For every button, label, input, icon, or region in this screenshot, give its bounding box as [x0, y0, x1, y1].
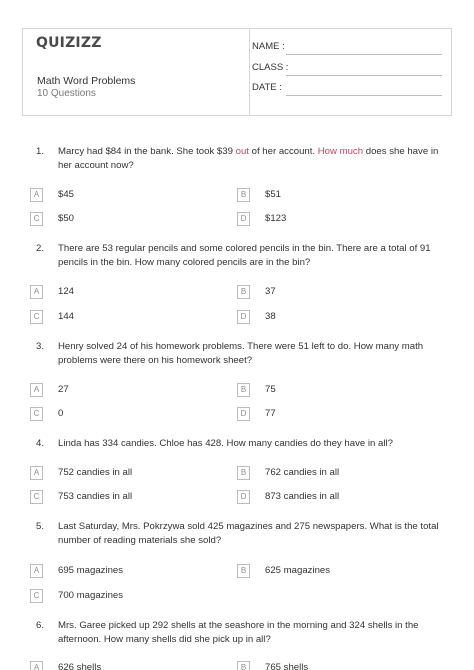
- text-part: Marcy had $84 in the bank. She took $39: [58, 146, 236, 157]
- option-text: $50: [58, 213, 75, 224]
- text-part: does she have in her account now?: [58, 146, 439, 171]
- option-letter-box: A: [30, 661, 43, 670]
- option-letter-box: A: [30, 188, 43, 202]
- question-number: 3.: [36, 341, 45, 352]
- question-number: 2.: [36, 243, 45, 254]
- option-text: 37: [265, 286, 276, 297]
- question-text: Mrs. Garee picked up 292 shells at the seashore in the morning and 324 shells in the afternoon. How many shells did she pick up in all?: [58, 620, 419, 645]
- class-field[interactable]: [252, 62, 442, 76]
- option-letter-box: A: [30, 564, 43, 578]
- question-text: Henry solved 24 of his homework problems. There were 51 left to do. How many math problems were there on his homework sheet?: [58, 341, 424, 366]
- date-line: [286, 95, 442, 96]
- worksheet-header: [22, 28, 452, 116]
- option-letter-box: D: [237, 490, 250, 504]
- option-text: 873 candies in all: [265, 491, 340, 502]
- option-letter-box: B: [237, 285, 250, 299]
- worksheet-title: Math Word Problems: [37, 75, 136, 87]
- option-text: 77: [265, 408, 276, 419]
- option-text: $45: [58, 189, 75, 200]
- option-text: 752 candies in all: [58, 467, 133, 478]
- option-letter-box: B: [237, 188, 250, 202]
- question-number: 4.: [36, 438, 45, 449]
- option-letter-box: C: [30, 589, 43, 603]
- question-number: 1.: [36, 146, 45, 157]
- text-part: of her account.: [248, 146, 318, 157]
- option-letter-box: B: [237, 466, 250, 480]
- option-letter-box: B: [237, 564, 250, 578]
- option-text: 695 magazines: [58, 565, 124, 576]
- question-text: [58, 145, 448, 173]
- option-text: 144: [58, 311, 75, 322]
- date-label: DATE :: [252, 82, 282, 93]
- highlight-word: out: [235, 146, 249, 157]
- option-text: 625 magazines: [265, 565, 331, 576]
- option-letter-box: A: [30, 285, 43, 299]
- option-text: 124: [58, 286, 75, 297]
- name-label: NAME :: [252, 41, 285, 52]
- name-line: [286, 54, 442, 55]
- option-letter-box: D: [237, 310, 250, 324]
- class-line: [286, 75, 442, 76]
- option-text: 0: [58, 408, 64, 419]
- question-number: 5.: [36, 521, 45, 532]
- option-text: 762 candies in all: [265, 467, 340, 478]
- option-text: 626 shells: [58, 662, 102, 670]
- option-letter-box: D: [237, 407, 250, 421]
- option-text: 27: [58, 384, 69, 395]
- quizizz-logo: QUIZIZZ: [36, 35, 102, 51]
- question-text: There are 53 regular pencils and some colored pencils in the bin. There are a total of 91 pencils in the bin. How many colored pencils are in the bin?: [58, 243, 431, 268]
- question-text: Last Saturday, Mrs. Pokrzywa sold 425 magazines and 275 newspapers. What is the total number of reading materials she sold?: [58, 521, 439, 546]
- option-text: 753 candies in all: [58, 491, 133, 502]
- name-field[interactable]: [252, 41, 442, 55]
- highlight-word: How much: [317, 146, 364, 157]
- question-text: Linda has 334 candies. Chloe has 428. How many candies do they have in all?: [58, 438, 393, 449]
- option-text: $51: [265, 189, 282, 200]
- option-letter-box: C: [30, 212, 43, 226]
- option-letter-box: A: [30, 466, 43, 480]
- option-text: 38: [265, 311, 276, 322]
- option-letter-box: B: [237, 383, 250, 397]
- option-letter-box: D: [237, 212, 250, 226]
- option-letter-box: B: [237, 661, 250, 670]
- option-text: $123: [265, 213, 287, 224]
- option-letter-box: C: [30, 310, 43, 324]
- option-text: 75: [265, 384, 276, 395]
- header-divider: [249, 29, 250, 115]
- option-letter-box: A: [30, 383, 43, 397]
- option-text: 700 magazines: [58, 590, 124, 601]
- option-letter-box: C: [30, 490, 43, 504]
- date-field[interactable]: [252, 82, 442, 96]
- question-number: 6.: [36, 620, 45, 631]
- class-label: CLASS :: [252, 62, 289, 73]
- option-text: 765 shells: [265, 662, 309, 670]
- option-letter-box: C: [30, 407, 43, 421]
- question-count: 10 Questions: [37, 88, 96, 99]
